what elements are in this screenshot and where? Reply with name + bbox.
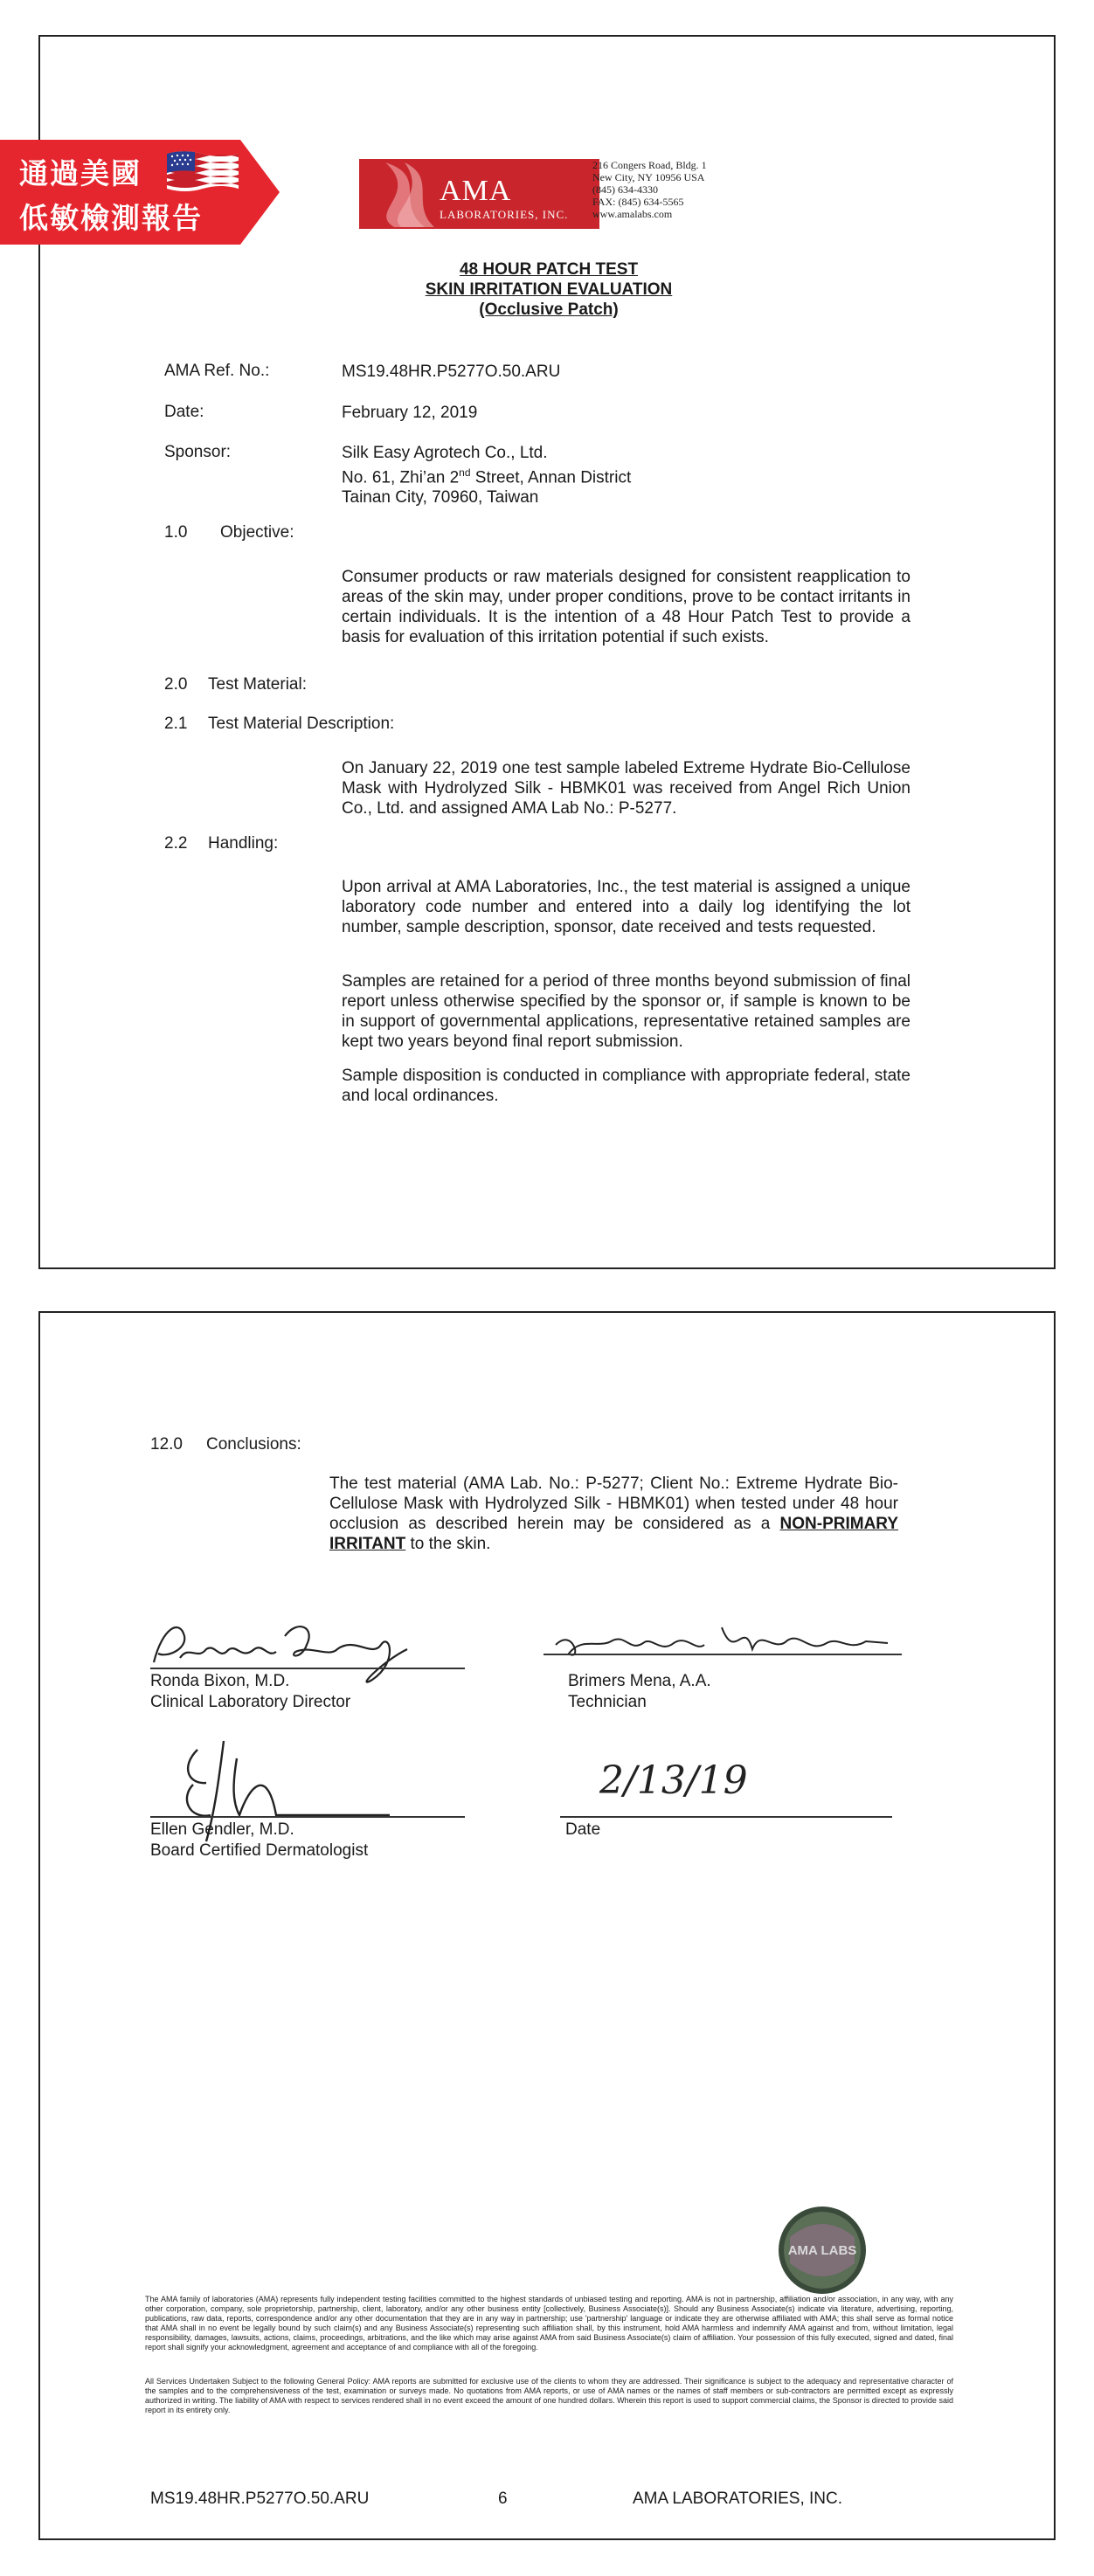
disclaimer-text: The AMA family of laboratories (AMA) represents fully independent testing facilities committed to the highest standards of unbiased testing and reporting. AMA is not in partnership, affiliation and/or association, in any way, with any other corporation, company, sole proprietorship, partnership, client, laboratory, and/or any other business entity [collectively, Business Associate(s)]. Should any Business Associate(s) indicate via literature, advertising, reporting, publications, raw data, reports, correspondence and/or any other documentation that they are in any way in partnership; use 'partnership' language or indicate they are otherwise affiliated with AMA; this shall serve as formal notice that AMA shall in no event be legally bound by such claim(s) and any Business Associate(s) representing such affiliation shall, by this instrument, hold AMA harmless and indemnify AMA against and from, without limitation, legal responsibility, damages, lawsuits, actions, claims, proceedings, arbitrations, and the like which may arise against AMA from said Business Associate(s) claim of affiliation. Your possession of this fully executed, signed and dated, final report shall signify your acknowledgment, agreement and acceptance of and compliance with all of the foregoing. [145,2295,953,2352]
hypoallergenic-badge [0,140,280,245]
seal-text: AMA LABS [787,2243,857,2258]
footer-company: AMA LABORATORIES, INC. [633,2490,843,2508]
section-number: 12.0 [150,1435,183,1454]
signer-3 [150,1820,368,1861]
section-title: Test Material Description: [208,715,395,733]
logo-subtitle: LABORATORIES, INC. [440,208,569,221]
result-highlight: NON-PRIMARY IRRITANT [329,1515,898,1553]
sponsor-line: Silk Easy Agrotech Co., Ltd. [342,444,548,462]
report-title-2: SKIN IRRITATION EVALUATION [425,280,673,299]
date-value: February 12, 2019 [342,404,478,422]
address-line: New City, NY 10956 USA [592,171,705,183]
conclusion-text: The test material (AMA Lab. No.: P-5277; Client No.: Extreme Hydrate Bio-Cellulose Mask with Hydrolyzed Silk - HBMK01) when tested under 48 hour occlusion as described herein may be considered as a NON-PRIMARY IRRITANT to the skin. [329,1474,898,1553]
footer-ref: MS19.48HR.P5277O.50.ARU [150,2490,370,2508]
signature-line [150,1668,465,1669]
address-line: 216 Congers Road, Bldg. 1 [592,159,707,171]
date-label: Date: [164,403,204,421]
section-title: Handling: [208,834,279,853]
sponsor-label: Sponsor: [164,443,232,461]
ama-logo [359,159,599,229]
page-number: 6 [498,2490,508,2508]
sponsor-address [342,443,631,508]
signer-name: Ellen Gendler, M.D. [150,1820,294,1839]
signer-role: Clinical Laboratory Director [150,1693,351,1711]
section-number: 1.0 [164,523,188,542]
section-number: 2.0 [164,675,188,694]
handwritten-signature [547,1610,897,1671]
handwritten-date: 2/13/19 [599,1758,748,1803]
signer-name: Ronda Bixon, M.D. [150,1672,290,1690]
signer-name: Brimers Mena, A.A. [568,1672,711,1690]
ref-value: MS19.48HR.P5277O.50.ARU [342,363,561,381]
signature-line [150,1816,465,1818]
address-line: FAX: (845) 634-5565 [592,196,684,208]
us-flag-icon [165,148,240,192]
lab-address [592,159,707,220]
objective-text: Consumer products or raw materials designed for consistent reapplication to areas of the skin may, under proper conditions, prove to be contact irritants in certain individuals. It is the intention of a 48 Hour Patch Test to provide a basis for evaluation of this irritation potential if such exists. [342,568,911,646]
signer-role: Board Certified Dermatologist [150,1841,369,1860]
signer-1 [150,1671,350,1713]
address-line: www.amalabs.com [592,208,673,220]
signer-role: Technician [568,1693,647,1711]
policy-text: All Services Undertaken Subject to the following General Policy: AMA reports are submitted for exclusive use of the clients to whom they are addressed. Their significance is subject to the adequacy and representative character of the samples and to the comprehensiveness of the test, examination or surveys made. No quotations from AMA reports, or use of AMA names or the names of staff members or sub-contractors are permitted except as expressly authorized in writing. The liability of AMA with respect to services rendered shall in no event exceed the amount of one hundred dollars. Wherein this report is used to support commercial claims, the Sponsor is directed to provide said report in its entirety only. [145,2377,953,2414]
report-title-1: 48 HOUR PATCH TEST [459,260,639,279]
signature-line [560,1816,892,1818]
section-title: Objective: [220,523,294,542]
handling-paragraph: Samples are retained for a period of three months beyond submission of final report unless otherwise specified by the sponsor or, if sample is known to be in support of governmental applications, representative retained samples are kept two years beyond final report submission. [342,972,911,1051]
signer-2 [568,1671,711,1713]
handling-paragraph: Upon arrival at AMA Laboratories, Inc., the test material is assigned a unique laboratory code number and entered into a daily log identifying the lot number, sample description, sponsor, date received and tests requested. [342,878,911,936]
section-number: 2.1 [164,715,188,733]
ref-label: AMA Ref. No.: [164,362,270,380]
report-page-2 [38,1311,1056,2540]
signature-line [544,1654,902,1655]
badge-line-1: 通過美國 [19,156,142,190]
handling-paragraph: Sample disposition is conducted in compliance with appropriate federal, state and local ordinances. [342,1067,911,1105]
sponsor-line: Tainan City, 70960, Taiwan [342,488,539,508]
sponsor-line: No. 61, Zhi’an 2nd Street, Annan District [342,466,632,487]
section-number: 2.2 [164,834,188,853]
section-title: Test Material: [208,675,307,694]
report-title-3: (Occlusive Patch) [479,300,619,319]
logo-name: AMA [440,175,512,207]
ama-seal-icon [774,2202,870,2298]
badge-line-2: 低敏檢測報告 [19,201,203,235]
material-description-text: On January 22, 2019 one test sample labeled Extreme Hydrate Bio-Cellulose Mask with Hydrolyzed Silk - HBMK01 was received from Angel Rich Union Co., Ltd. and assigned AMA Lab No.: P-5277. [342,759,911,818]
address-line: (845) 634-4330 [592,183,658,196]
date-label: Date [565,1820,601,1839]
section-title: Conclusions: [206,1435,301,1454]
